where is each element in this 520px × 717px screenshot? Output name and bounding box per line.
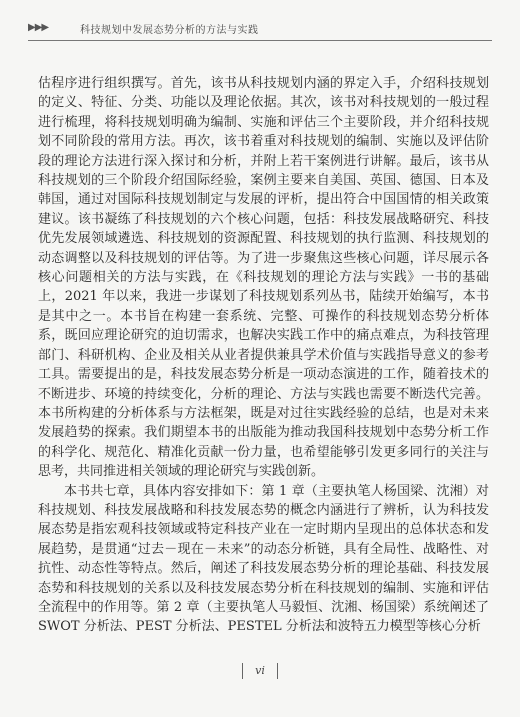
running-header-title: 科技规划中发展态势分析的方法与实践	[80, 25, 259, 36]
paragraph-2: 本书共七章，具体内容安排如下：第 1 章（主要执笔人杨国梁、沈湘）对科技规划、科技发展战略和科技发展态势的概念内涵进行了辨析，认为科技发展态势是指宏观科技领域或特定科技产业在一定时期内呈现出的总体状态和发展趋势，是贯通“过去－现在－未来”的动态分析链，具有全局性、战略性、对抗性、动态性等特点。然后，阐述了科技发展态势分析的理论基础、科技发展态势和科技规划的关系以及科技发展态势分析在科技规划的编制、实施和评估全流程中的作用等。第 2 章（主要执笔人马毅恒、沈湘、杨国梁）系统阐述了 SWOT 分析法、PEST 分析法、PESTEL 分析法和波特五力模型等核心分析	[38, 483, 489, 635]
paragraph-1: 估程序进行组织撰写。首先，该书从科技规划内涵的界定入手，介绍科技规划的定义、特征、分类、功能以及理论依据。其次，该书对科技规划的一般过程进行梳理，将科技规划明确为编制、实施和评估三个主要阶段，并介绍科技规划不同阶段的常用方法。再次，该书着重对科技规划的编制、实施以及评估阶段的理论方法进行深入探讨和分析，并附上若干案例进行讲解。最后，该书从科技规划的三个阶段介绍国际经验，案例主要来自美国、英国、德国、日本及韩国，通过对国际科技规划制定与发展的评析，提出符合中国国情的相关政策建议。该书凝练了科技规划的六个核心问题，包括：科技发展战略研究、科技优先发展领域遴选、科技规划的资源配置、科技规划的执行监测、科技规划的动态调整以及科技规划的评估等。为了进一步聚焦这些核心问题，详尽展示各核心问题相关的方法与实践，在《科技规划的理论方法与实践》一书的基础上，2021 年以来，我进一步谋划了科技规划系列丛书，陆续开始编写，本书是其中之一。本书旨在构建一套系统、完整、可操作的科技规划态势分析体系，既回应理论研究的迫切需求，也解决实践工作中的痛点难点，为科技管理部门、科研机构、企业及相关从业者提供兼具学术价值与实践指导意义的参考工具。需要提出的是，科技发展态势分析是一项动态演进的工作，随着技术的不断进步、环境的持续变化，分析的理论、方法与实践也需要不断迭代完善。本书所构建的分析体系与方法框架，既是对过往实践经验的总结，也是对未来发展趋势的探索。我们期望本书的出版能为推动我国科技规划中态势分析工作的科学化、规范化、精准化贡献一份力量，也希望能够引发更多同行的关注与思考，共同推进相关领域的理论研究与实践创新。	[38, 76, 489, 480]
triangle-arrows-icon: ▶▶▶	[28, 22, 49, 33]
page-number: vi	[232, 660, 288, 682]
header-divider	[28, 40, 492, 41]
page-footer	[0, 660, 520, 684]
running-header	[0, 0, 520, 58]
main-text	[38, 74, 489, 637]
